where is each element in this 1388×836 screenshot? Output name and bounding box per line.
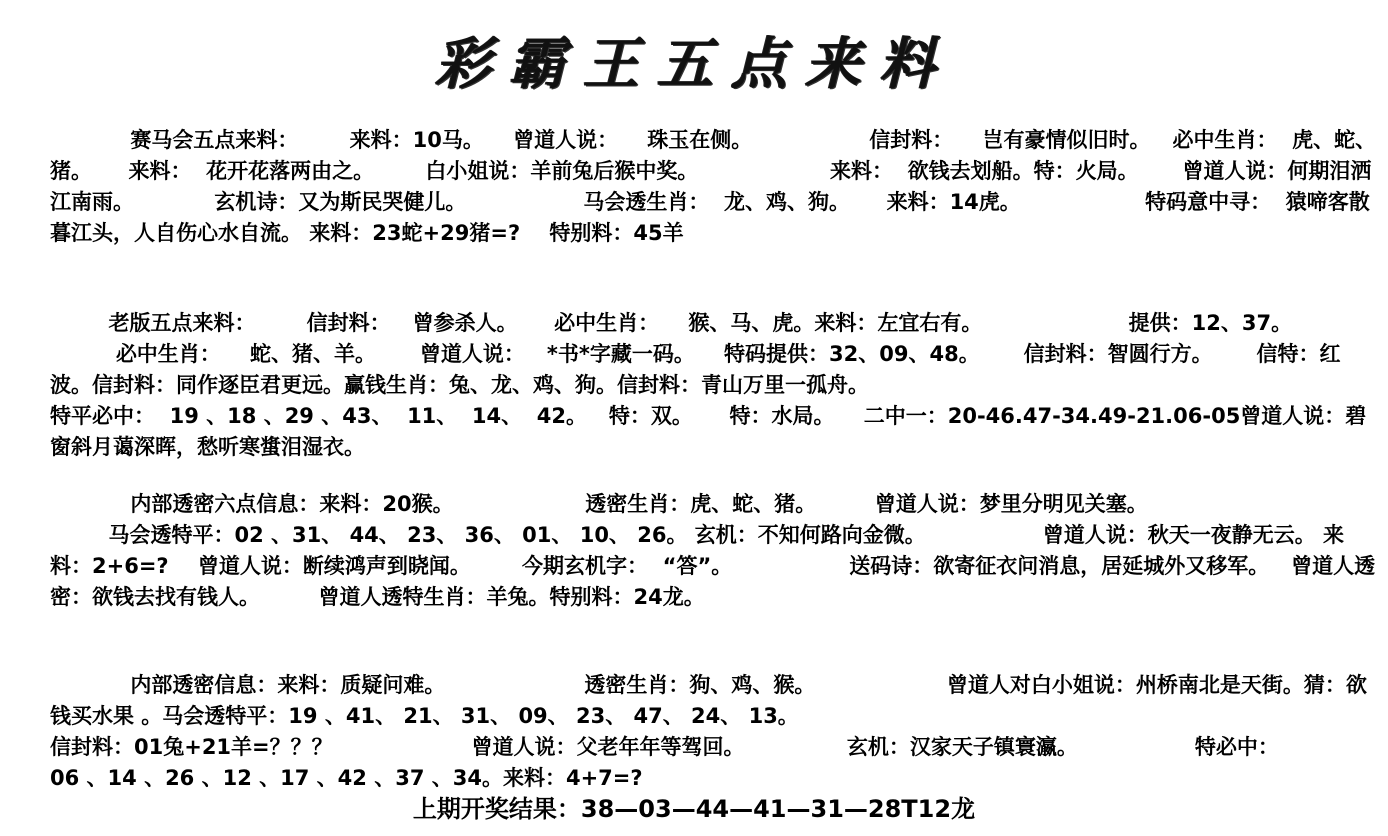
section-saimahui: 赛马会五点来料： 来料：10马。 曾道人说： 珠玉在侧。 信封料： 岂有豪情似旧时。 必中生肖： 虎、蛇、猪。 来料： 花开花落两由之。 白小姐说：羊前兔后猴中奖。 来料： 欲钱去划船。特：火局。 曾道人说：何期泪洒江南雨。 玄机诗：又为斯民哭健儿。 马会透生肖： 龙、鸡、狗。 来料：14虎。 特码意中寻： 猿啼客散暮江头，人自伤心水自流。 来料：23蛇+29猪=? 特别料：45羊 — [50, 128, 1377, 245]
last-draw-result: 上期开奖结果：38—03—44—41—31—28T12龙 — [412, 795, 976, 823]
section-neibu: 内部透密信息：来料：质疑问难。 透密生肖：狗、鸡、猴。 曾道人对白小姐说：州桥南北是天街。猜：欲钱买水果 。马会透特平：19 、41、 21、 31、 09、 23、 47、 24、 13。 信封料：01兔+21羊=？？？ 曾道人说：父老年年等驾回。 玄机：汉家天子镇寰瀛。 特必中： 06 、14 、26 、12 、17 、42 、37 、34。来料：4+7=? — [50, 673, 1367, 790]
section-laoban: 老版五点来料： 信封料： 曾参杀人。 必中生肖： 猴、马、虎。来料：左宜右有。 提供：12、37。 必中生肖： 蛇、猪、羊。 曾道人说： *书*字藏一码。 特码提供：32、09、48。 信封料：智圆行方。 信特：红波。信封料：同作逐臣君更远。赢钱生肖：兔、龙、鸡、狗。信封料：青山万里一孤舟。 特平必中： 19 、18 、29 、43、 11、 14、 42。 特：双。 特：水局。 二中一：20-46.47-34.49-21.06-05曾道人说：碧窗斜月蔼深晖，愁听寒螀泪湿衣。 — [50, 311, 1367, 459]
page-title: 彩霸王五点来料 — [435, 31, 953, 97]
section-neibu-liudian: 内部透密六点信息：来料：20猴。 透密生肖：虎、蛇、猪。 曾道人说：梦里分明见关塞。 马会透特平：02 、31、 44、 23、 36、 01、 10、 26。 玄机：不知何路向金微。 曾道人说：秋天一夜静无云。 来料：2+6=? 曾道人说：断续鸿声到晓闻。 今期玄机字： “答”。 送码诗：欲寄征衣问消息，居延城外又移军。 曾道人透密：欲钱去找有钱人。 曾道人透特生肖：羊兔。特别料：24龙。 — [50, 492, 1376, 609]
